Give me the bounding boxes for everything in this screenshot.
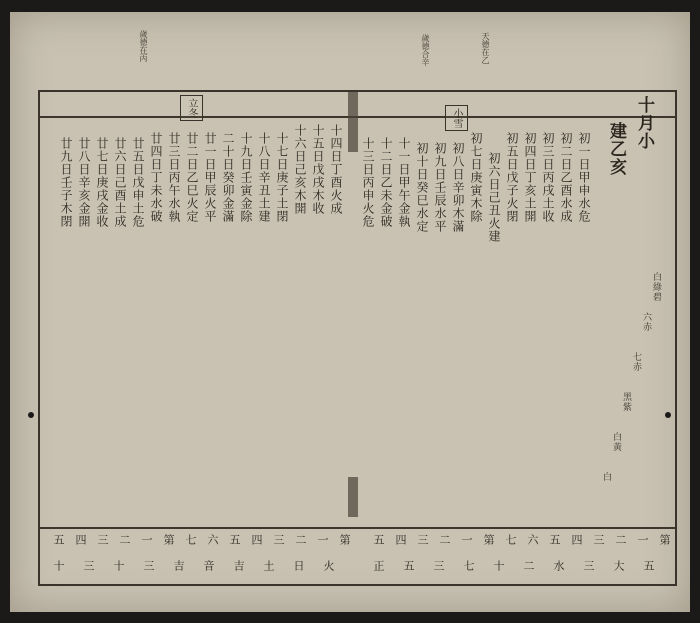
entry-2: 初二日乙酉水成 [559, 132, 573, 223]
footer-bottom-9: 日 [292, 560, 305, 571]
entry-28: 廿八日辛亥金開 [77, 137, 91, 228]
entry-26: 廿六日己酉土成 [113, 137, 127, 228]
center-bar-bottom [348, 477, 358, 517]
footer-bottom-13: 三 [432, 560, 445, 571]
top-note-2: 歲德合辛 [421, 34, 430, 66]
entry-7: 初七日庚寅木除 [469, 132, 483, 223]
footer-num-26: 二 [614, 534, 627, 545]
right-block-4: 黑紫 [621, 392, 631, 412]
footer-num-24: 四 [570, 534, 583, 545]
footer-num-20: 第 [482, 534, 495, 545]
footer-num-1: 五 [52, 534, 65, 545]
footer-num-14: 第 [338, 534, 351, 545]
entry-1: 初一日甲申水危 [577, 132, 591, 223]
footer-bottom-6: 音 [202, 560, 215, 571]
entry-27: 廿七日庚戌金收 [95, 137, 109, 228]
entry-15: 十五日戊戌木收 [311, 124, 325, 215]
footer-bottom-16: 二 [522, 560, 535, 571]
footer-bottom-7: 吉 [232, 560, 245, 571]
footer-num-12: 二 [294, 534, 307, 545]
footer-num-7: 七 [184, 534, 197, 545]
month-branch: 建乙亥 [606, 122, 626, 176]
entry-18: 十八日辛丑土建 [257, 132, 271, 223]
footer-num-28: 第 [658, 534, 671, 545]
footer-num-8: 六 [206, 534, 219, 545]
entry-13: 十三日丙申火危 [361, 137, 375, 228]
footer-num-11: 三 [272, 534, 285, 545]
top-note-3: 天德在乙 [481, 32, 490, 64]
footer-bottom-15: 十 [492, 560, 505, 571]
footer-bottom-18: 三 [582, 560, 595, 571]
entry-25: 廿五日戊申土危 [131, 137, 145, 228]
footer-num-27: 一 [636, 534, 649, 545]
right-block-2: 六赤 [641, 312, 651, 332]
footer-bottom-12: 五 [402, 560, 415, 571]
footer-bottom-8: 土 [262, 560, 275, 571]
footer-num-3: 三 [96, 534, 109, 545]
footer-bottom-2: 三 [82, 560, 95, 571]
footer-bottom-4: 三 [142, 560, 155, 571]
center-bar-top [348, 92, 358, 152]
footer-bottom-1: 十 [52, 560, 65, 571]
footer-bottom-14: 七 [462, 560, 475, 571]
footer-bottom-17: 水 [552, 560, 565, 571]
entry-3: 初三日丙戌土收 [541, 132, 555, 223]
entry-16: 十六日己亥木開 [293, 124, 307, 215]
footer-num-25: 三 [592, 534, 605, 545]
section-label-2: 小雪 [445, 105, 468, 131]
footer-num-10: 四 [250, 534, 263, 545]
footer-rule [38, 527, 675, 529]
entry-29: 廿九日壬子木閉 [59, 137, 73, 228]
footer-bottom-20: 五 [642, 560, 655, 571]
footer-num-5: 一 [140, 534, 153, 545]
footer-num-19: 一 [460, 534, 473, 545]
footer-bottom-5: 吉 [172, 560, 185, 571]
footer-bottom-11: 正 [372, 560, 385, 571]
calendar-sheet [10, 12, 690, 612]
section-label-1: 立冬 [180, 95, 203, 121]
footer-num-21: 七 [504, 534, 517, 545]
footer-num-4: 二 [118, 534, 131, 545]
right-block-1: 白綠碧 [651, 272, 661, 302]
right-block-6: 白 [601, 472, 611, 482]
entry-23: 廿三日丙午水執 [167, 132, 181, 223]
footer-bottom-10: 火 [322, 560, 335, 571]
footer-bottom-19: 大 [612, 560, 625, 571]
entry-22: 廿二日乙巳火定 [185, 132, 199, 223]
entry-17: 十七日庚子土閉 [275, 132, 289, 223]
entry-5: 初五日戊子火閉 [505, 132, 519, 223]
entry-4: 初四日丁亥土開 [523, 132, 537, 223]
entry-19: 十九日壬寅金除 [239, 132, 253, 223]
binding-hole-left [28, 412, 34, 418]
top-note-1: 歲德在丙 [139, 30, 148, 62]
entry-24: 廿四日丁未水破 [149, 132, 163, 223]
footer-num-17: 三 [416, 534, 429, 545]
footer-bottom-3: 十 [112, 560, 125, 571]
entry-8: 初八日辛卯木滿 [451, 142, 465, 233]
entry-20: 二十日癸卯金滿 [221, 132, 235, 223]
footer-num-13: 一 [316, 534, 329, 545]
footer-num-16: 四 [394, 534, 407, 545]
footer-num-15: 五 [372, 534, 385, 545]
footer-num-2: 四 [74, 534, 87, 545]
entry-11: 十一日甲午金執 [397, 137, 411, 228]
entry-6: 初六日己丑火建 [487, 152, 501, 243]
right-block-3: 七赤 [631, 352, 641, 372]
entry-21: 廿一日甲辰火平 [203, 132, 217, 223]
entry-14: 十四日丁酉火成 [329, 124, 343, 215]
entry-10: 初十日癸巳水定 [415, 142, 429, 233]
entry-12: 十二日乙未金破 [379, 137, 393, 228]
right-block-5: 白黃 [611, 432, 621, 452]
month-title: 十月小 [634, 96, 654, 150]
footer-num-22: 六 [526, 534, 539, 545]
footer-num-9: 五 [228, 534, 241, 545]
footer-num-18: 二 [438, 534, 451, 545]
footer-num-6: 第 [162, 534, 175, 545]
entry-9: 初九日壬辰水平 [433, 142, 447, 233]
footer-num-23: 五 [548, 534, 561, 545]
